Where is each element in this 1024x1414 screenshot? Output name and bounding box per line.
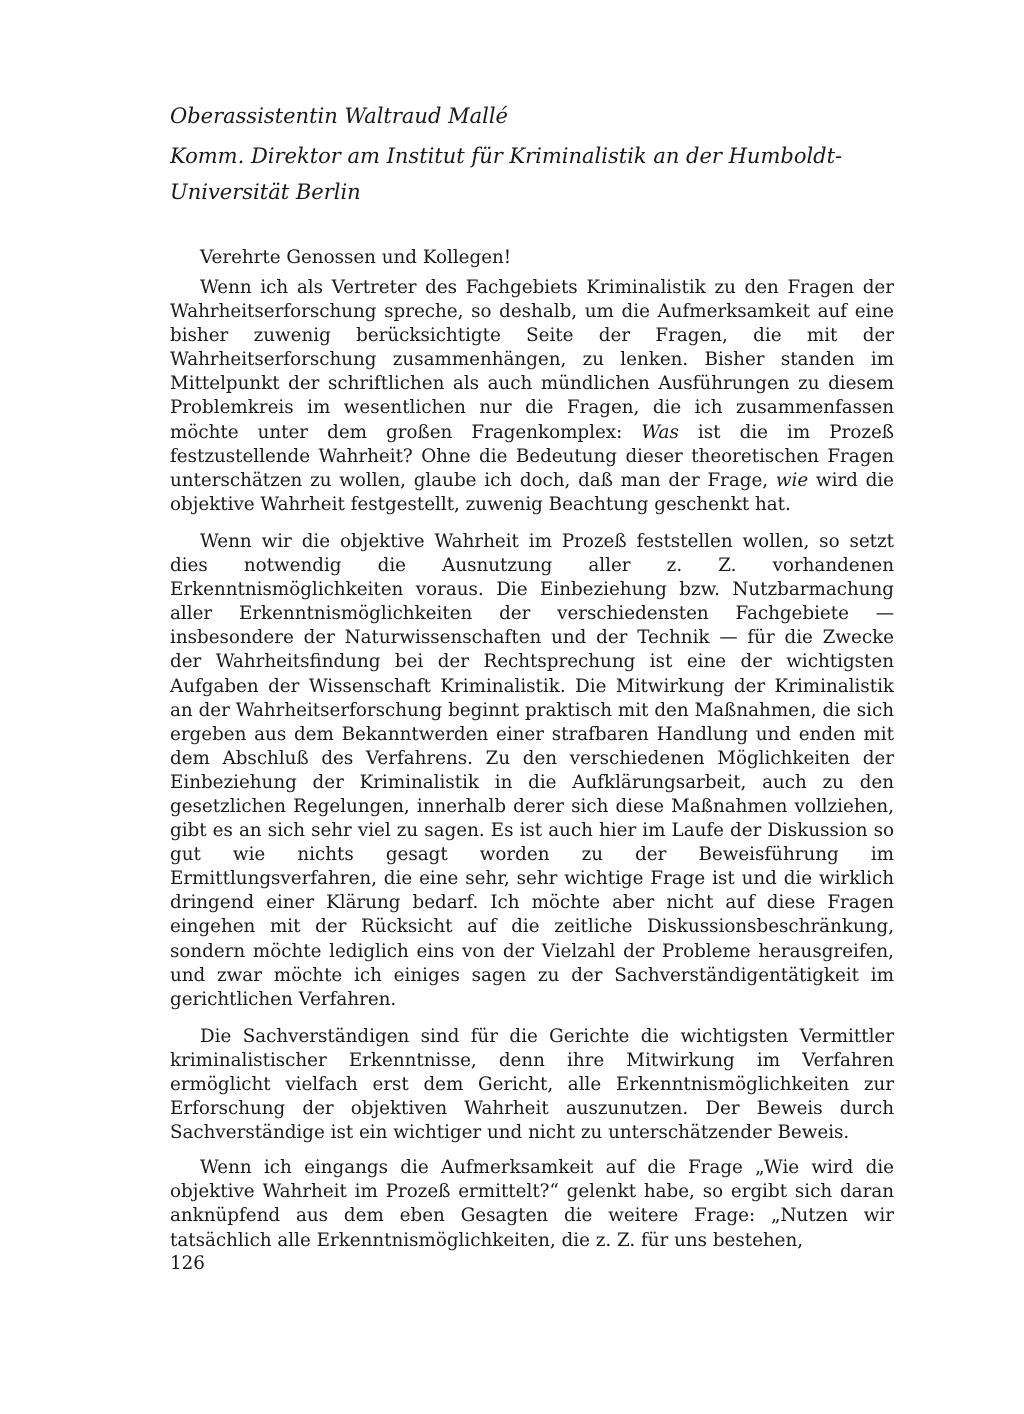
page-number: 126 (170, 1253, 205, 1274)
paragraph-2: Wenn wir die objektive Wahrheit im Prozeß feststellen wollen, so setzt dies notwendig die Ausnutzung aller z. Z. vorhandenen Erkenntnismöglichkeiten voraus. Die Einbeziehung bzw. Nutzbarmachung aller Erkenntnismöglichkeiten der verschiedensten Fachgebiete — insbesondere der Naturwissenschaften und der Technik — für die Zwecke der Wahrheitsfindung bei der Rechtsprechung ist eine der wichtigsten Aufgaben der Wissenschaft Kriminalistik. Die Mitwirkung der Kriminalistik an der Wahrheitserforschung beginnt praktisch mit den Maßnahmen, die sich ergeben aus dem Bekanntwerden einer strafbaren Handlung und enden mit dem Abschluß des Verfahrens. Zu den verschiedenen Möglichkeiten der Einbeziehung der Kriminalistik in die Aufklärungsarbeit, auch zu den gesetzlichen Regelungen, innerhalb derer sich diese Maßnahmen vollziehen, gibt es an sich sehr viel zu sagen. Es ist auch hier im Laufe der Diskussion so gut wie nichts gesagt worden zu der Beweisführung im Ermittlungsverfahren, die eine sehr, sehr wichtige Frage ist und die wirklich dringend einer Klärung bedarf. Ich möchte aber nicht auf diese Fragen eingehen mit der Rücksicht auf die zeitliche Diskussionsbeschränkung, sondern möchte lediglich eins von der Vielzahl der Probleme herausgreifen, und zwar möchte ich einiges sagen zu der Sachverständigentätigkeit im gerichtlichen Verfahren. (170, 530, 894, 1010)
paragraph-4: Wenn ich eingangs die Aufmerksamkeit auf die Frage „Wie wird die objektive Wahrheit im Prozeß ermittelt?“ gelenkt habe, so ergibt sich daran anknüpfend aus dem eben Gesagten die weitere Frage: „Nutzen wir tatsächlich alle Erkenntnismöglichkeiten, die z. Z. für uns bestehen, (170, 1157, 894, 1251)
author-heading: Oberassistentin Waltraud Mallé (170, 104, 508, 128)
emphasis-wie: wie (775, 469, 809, 491)
page-body (170, 98, 894, 1253)
paragraph-3: Die Sachverständigen sind für die Gerichte die wichtigsten Vermittler kriminalistischer Erkenntnisse, denn ihre Mitwirkung im Verfahren ermöglicht vielfach erst dem Gericht, alle Erkenntnismöglichkeiten zur Erforschung der objektiven Wahrheit auszunutzen. Der Beweis durch Sachverständige ist ein wichtiger und nicht zu unterschätzender Beweis. (170, 1025, 894, 1144)
paragraph-1-text-b: ist die im Prozeß festzustellende Wahrheit? Ohne die Bedeutung dieser theoretischen Fragen unterschätzen zu wollen, glaube ich doch, daß man der Frage, (170, 421, 894, 491)
emphasis-was: Was (641, 421, 679, 443)
author-position: Komm. Direktor am Institut für Kriminalistik an der Humboldt-Universität Berlin (170, 144, 843, 204)
paragraph-1 (170, 276, 894, 517)
paragraph-1-text-a: Wenn ich als Vertreter des Fachgebiets Kriminalistik zu den Fragen der Wahrheitserforschung spreche, so deshalb, um die Aufmerksamkeit auf eine bisher zuwenig berücksichtigte Seite der Fragen, die mit der Wahrheitserforschung zusammenhängen, zu lenken. Bisher standen im Mittelpunkt der schriftlichen als auch mündlichen Ausführungen zu diesem Problemkreis im wesentlichen nur die Fragen, die ich zusammenfassen möchte unter dem großen Fragenkomplex: (170, 277, 894, 443)
salutation: Verehrte Genossen und Kollegen! (200, 247, 512, 268)
paragraph-1-text-c: wird die objektive Wahrheit festgestellt, zuwenig Beachtung geschenkt hat. (170, 469, 894, 515)
